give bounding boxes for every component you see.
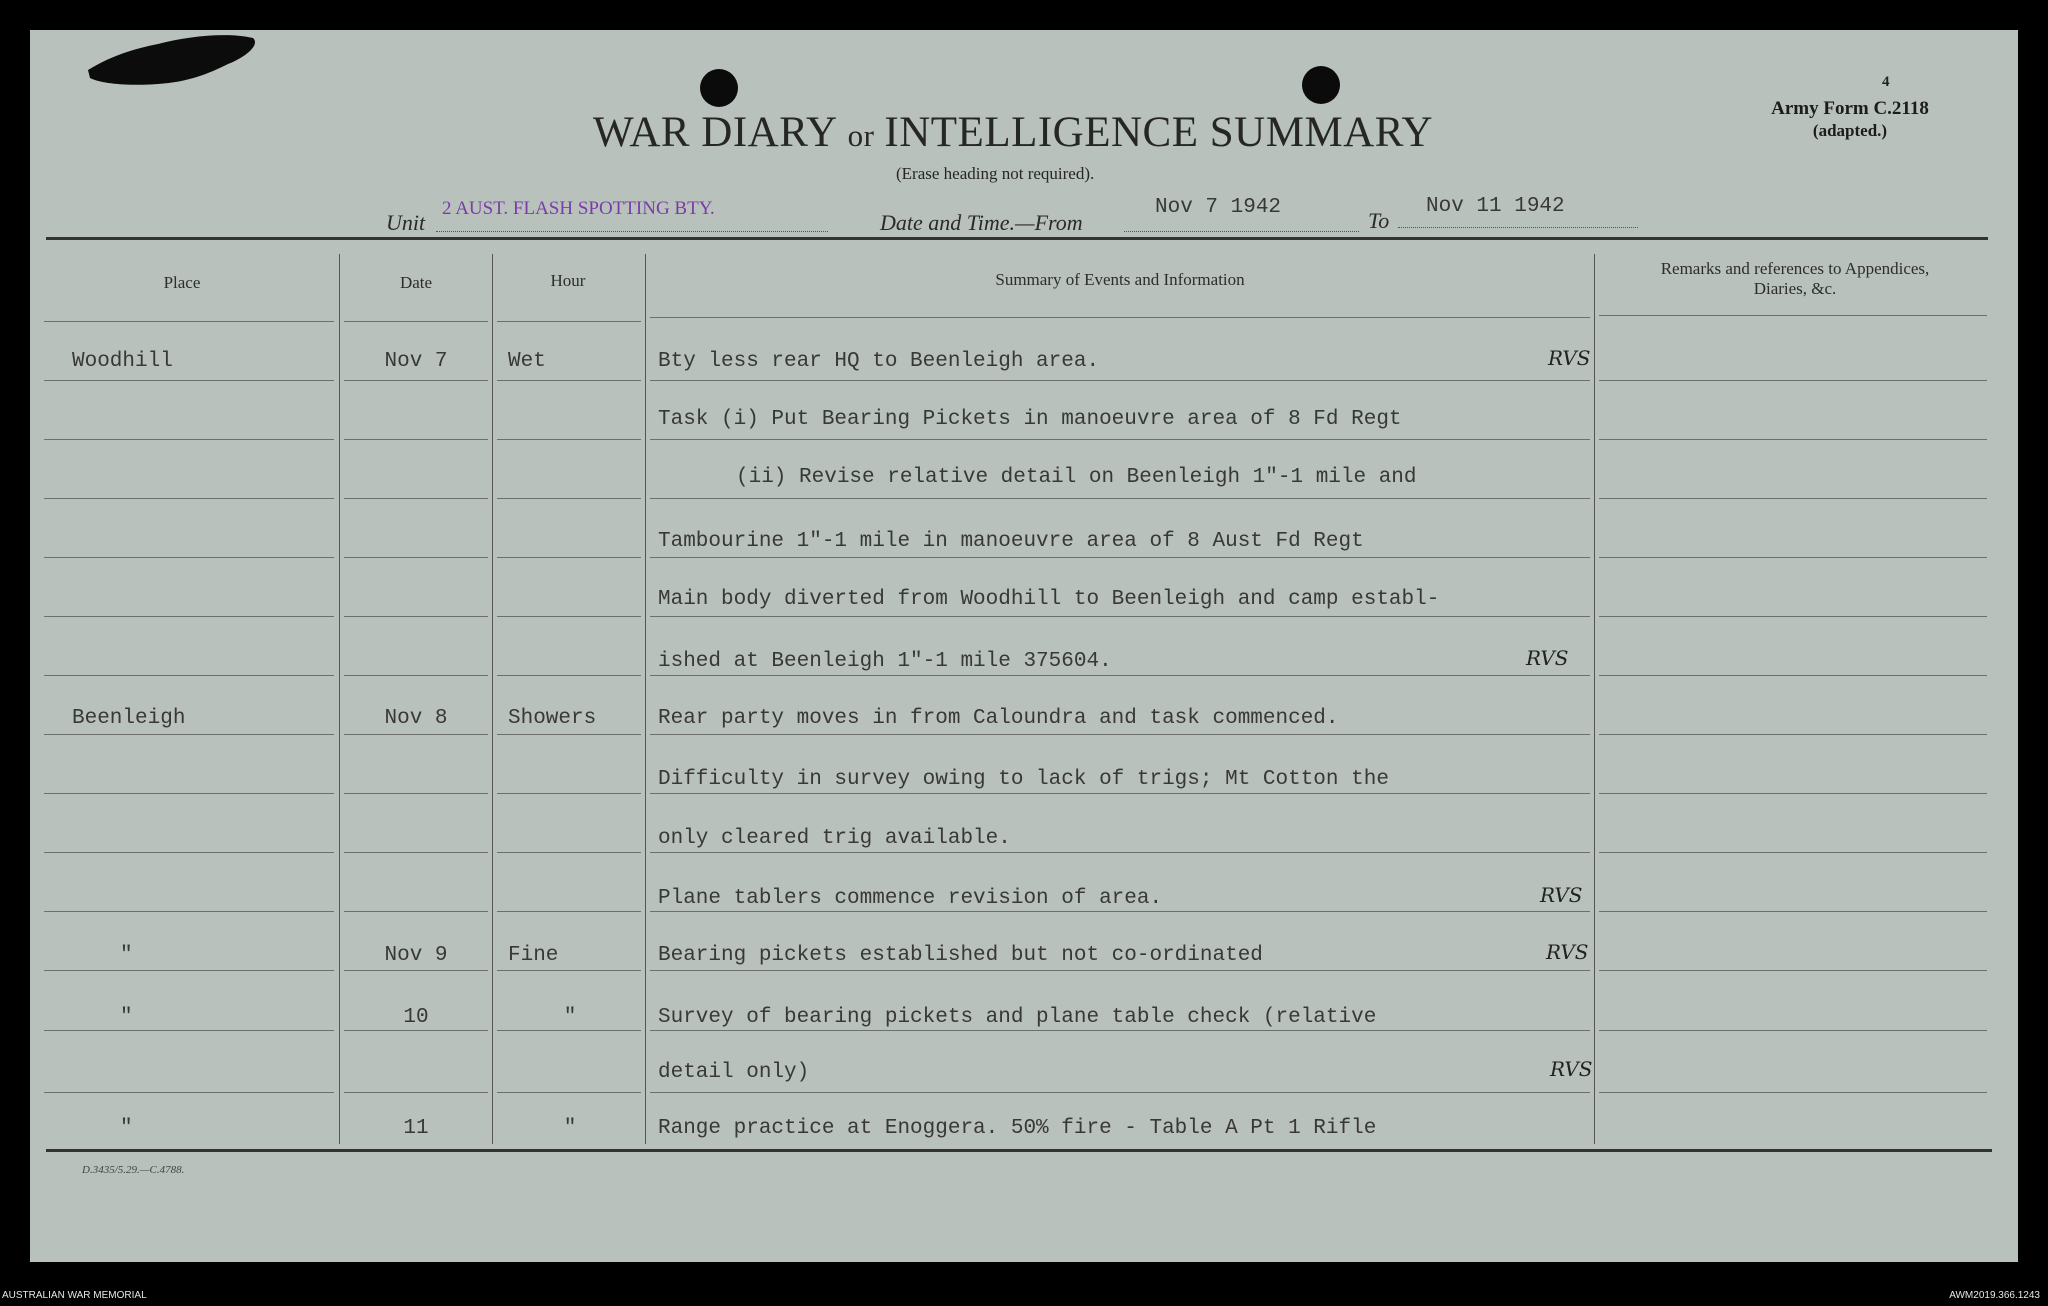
row-rule — [1599, 1092, 1987, 1093]
row-rule — [650, 970, 1590, 971]
entry-summary: Difficulty in survey owing to lack of trigs; Mt Cotton the — [658, 768, 1389, 791]
row-rule — [344, 439, 488, 440]
row-rule — [44, 793, 334, 794]
row-rule — [44, 675, 334, 676]
entry-hour: " — [563, 1117, 577, 1140]
page-subtitle: (Erase heading not required). — [896, 164, 1095, 183]
row-rule — [44, 852, 334, 853]
row-rule — [650, 1030, 1590, 1031]
entry-date: Nov 9 — [384, 944, 448, 967]
header-rule — [1599, 315, 1987, 316]
row-rule — [1599, 970, 1987, 971]
row-rule — [650, 852, 1590, 853]
unit-label: Unit — [386, 210, 426, 235]
row-rule — [344, 380, 488, 381]
entry-hour: Showers — [508, 707, 597, 730]
row-rule — [1599, 557, 1987, 558]
entry-date: 11 — [403, 1117, 429, 1140]
row-rule — [344, 1092, 488, 1093]
row-rule — [344, 970, 488, 971]
row-rule — [650, 734, 1590, 735]
col-header-place: Place — [163, 273, 201, 292]
row-rule — [650, 1092, 1590, 1093]
entry-summary: Bearing pickets established but not co-ordinated — [658, 944, 1263, 967]
row-rule — [497, 675, 641, 676]
army-form-label — [1740, 98, 1960, 142]
entry-summary: ished at Beenleigh 1"-1 mile 375604. — [658, 650, 1112, 673]
army-form-adapted: (adapted.) — [1812, 121, 1888, 140]
header-rule — [497, 321, 641, 322]
entry-summary: Task (i) Put Bearing Pickets in manoeuvre area of 8 Fd Regt — [658, 408, 1402, 431]
row-rule — [344, 852, 488, 853]
row-rule — [497, 380, 641, 381]
army-form-number: Army Form C.2118 — [1771, 98, 1929, 119]
col-header-date: Date — [399, 273, 433, 292]
row-rule — [344, 616, 488, 617]
row-rule — [1599, 793, 1987, 794]
entry-initials: RVS — [1548, 346, 1591, 370]
punch-hole-left — [700, 69, 738, 107]
row-rule — [497, 852, 641, 853]
entry-summary: Main body diverted from Woodhill to Beenleigh and camp establ- — [658, 588, 1440, 611]
entry-date: Nov 7 — [384, 350, 448, 373]
row-rule — [1599, 380, 1987, 381]
archive-credit: AUSTRALIAN WAR MEMORIAL — [2, 1290, 147, 1301]
row-rule — [497, 498, 641, 499]
column-divider — [1594, 254, 1595, 1144]
to-label: To — [1368, 208, 1390, 233]
print-code: D.3435/5.29.—C.4788. — [82, 1164, 185, 1176]
page-number: 4 — [1882, 74, 1890, 90]
entry-date: Nov 8 — [384, 707, 448, 730]
date-from: Nov 7 1942 — [1155, 196, 1282, 219]
entry-place: " — [120, 1006, 133, 1029]
entry-summary: (ii) Revise relative detail on Beenleigh 1"-1 mile and — [736, 466, 1417, 489]
entry-date: 10 — [403, 1006, 429, 1029]
column-divider — [645, 254, 646, 1144]
entry-initials: RVS — [1550, 1057, 1593, 1081]
row-rule — [344, 557, 488, 558]
entry-summary: Range practice at Enoggera. 50% fire - Table A Pt 1 Rifle — [658, 1117, 1377, 1140]
col-header-hour: Hour — [550, 271, 586, 290]
unit-value: 2 AUST. FLASH SPOTTING BTY. — [442, 198, 715, 219]
row-rule — [44, 970, 334, 971]
column-divider — [492, 254, 493, 1144]
row-rule — [497, 911, 641, 912]
page-title — [593, 108, 1433, 157]
row-rule — [1599, 616, 1987, 617]
row-rule — [1599, 734, 1987, 735]
row-rule — [44, 1092, 334, 1093]
row-rule — [650, 557, 1590, 558]
row-rule — [344, 793, 488, 794]
row-rule — [44, 911, 334, 912]
entry-place: Beenleigh — [72, 707, 186, 730]
row-rule — [650, 439, 1590, 440]
row-rule — [497, 1092, 641, 1093]
entry-summary: Plane tablers commence revision of area. — [658, 887, 1163, 910]
row-rule — [650, 793, 1590, 794]
row-rule — [650, 675, 1590, 676]
row-rule — [497, 557, 641, 558]
row-rule — [44, 557, 334, 558]
archive-reference: AWM2019.366.1243 — [1949, 1290, 2040, 1301]
row-rule — [497, 734, 641, 735]
entry-place: Woodhill — [72, 350, 173, 373]
row-rule — [497, 793, 641, 794]
row-rule — [497, 970, 641, 971]
entry-summary: Tambourine 1"-1 mile in manoeuvre area of 8 Aust Fd Regt — [658, 530, 1364, 553]
row-rule — [650, 380, 1590, 381]
row-rule — [344, 734, 488, 735]
row-rule — [1599, 1030, 1987, 1031]
row-rule — [344, 1030, 488, 1031]
row-rule — [650, 498, 1590, 499]
header-rule — [44, 321, 334, 322]
title-war-diary: WAR DIARY — [593, 109, 838, 156]
header-rule — [650, 317, 1590, 318]
entry-initials: RVS — [1526, 646, 1569, 670]
unit-dotted-line — [436, 230, 828, 232]
row-rule — [44, 380, 334, 381]
entry-summary: Bty less rear HQ to Beenleigh area. — [658, 350, 1100, 373]
entry-summary: Rear party moves in from Caloundra and task commenced. — [658, 707, 1339, 730]
entry-initials: RVS — [1540, 883, 1583, 907]
row-rule — [1599, 911, 1987, 912]
row-rule — [1599, 675, 1987, 676]
entry-initials: RVS — [1546, 940, 1589, 964]
row-rule — [1599, 439, 1987, 440]
entry-summary: only cleared trig available. — [658, 827, 1011, 850]
col-header-summary: Summary of Events and Information — [995, 270, 1245, 289]
entry-summary: detail only) — [658, 1061, 810, 1084]
row-rule — [44, 498, 334, 499]
entry-summary: Survey of bearing pickets and plane table check (relative — [658, 1006, 1377, 1029]
row-rule — [650, 616, 1590, 617]
header-rule — [344, 321, 488, 322]
row-rule — [344, 498, 488, 499]
row-rule — [1599, 498, 1987, 499]
table-bottom-border — [46, 1149, 1992, 1152]
entry-place: " — [120, 944, 133, 967]
ink-blot — [88, 30, 258, 88]
row-rule — [44, 439, 334, 440]
row-rule — [1599, 852, 1987, 853]
row-rule — [497, 1030, 641, 1031]
table-top-border — [46, 237, 1988, 240]
col-header-remarks: Remarks and references to Appendices, Diaries, &c. — [1660, 259, 1930, 298]
row-rule — [497, 439, 641, 440]
from-dotted-line — [1124, 230, 1359, 232]
row-rule — [650, 911, 1590, 912]
title-intelligence-summary: INTELLIGENCE SUMMARY — [884, 109, 1434, 156]
title-or: or — [847, 118, 875, 153]
row-rule — [344, 911, 488, 912]
column-divider — [339, 254, 340, 1144]
date-time-label: Date and Time.—From — [880, 210, 1083, 235]
entry-hour: Fine — [508, 944, 559, 967]
entry-hour: Wet — [508, 350, 546, 373]
to-dotted-line — [1398, 226, 1638, 228]
row-rule — [497, 616, 641, 617]
row-rule — [44, 616, 334, 617]
row-rule — [344, 675, 488, 676]
row-rule — [44, 734, 334, 735]
entry-place: " — [120, 1117, 133, 1140]
row-rule — [44, 1030, 334, 1031]
punch-hole-right — [1302, 66, 1340, 104]
date-to: Nov 11 1942 — [1426, 195, 1565, 218]
entry-hour: " — [563, 1006, 577, 1029]
